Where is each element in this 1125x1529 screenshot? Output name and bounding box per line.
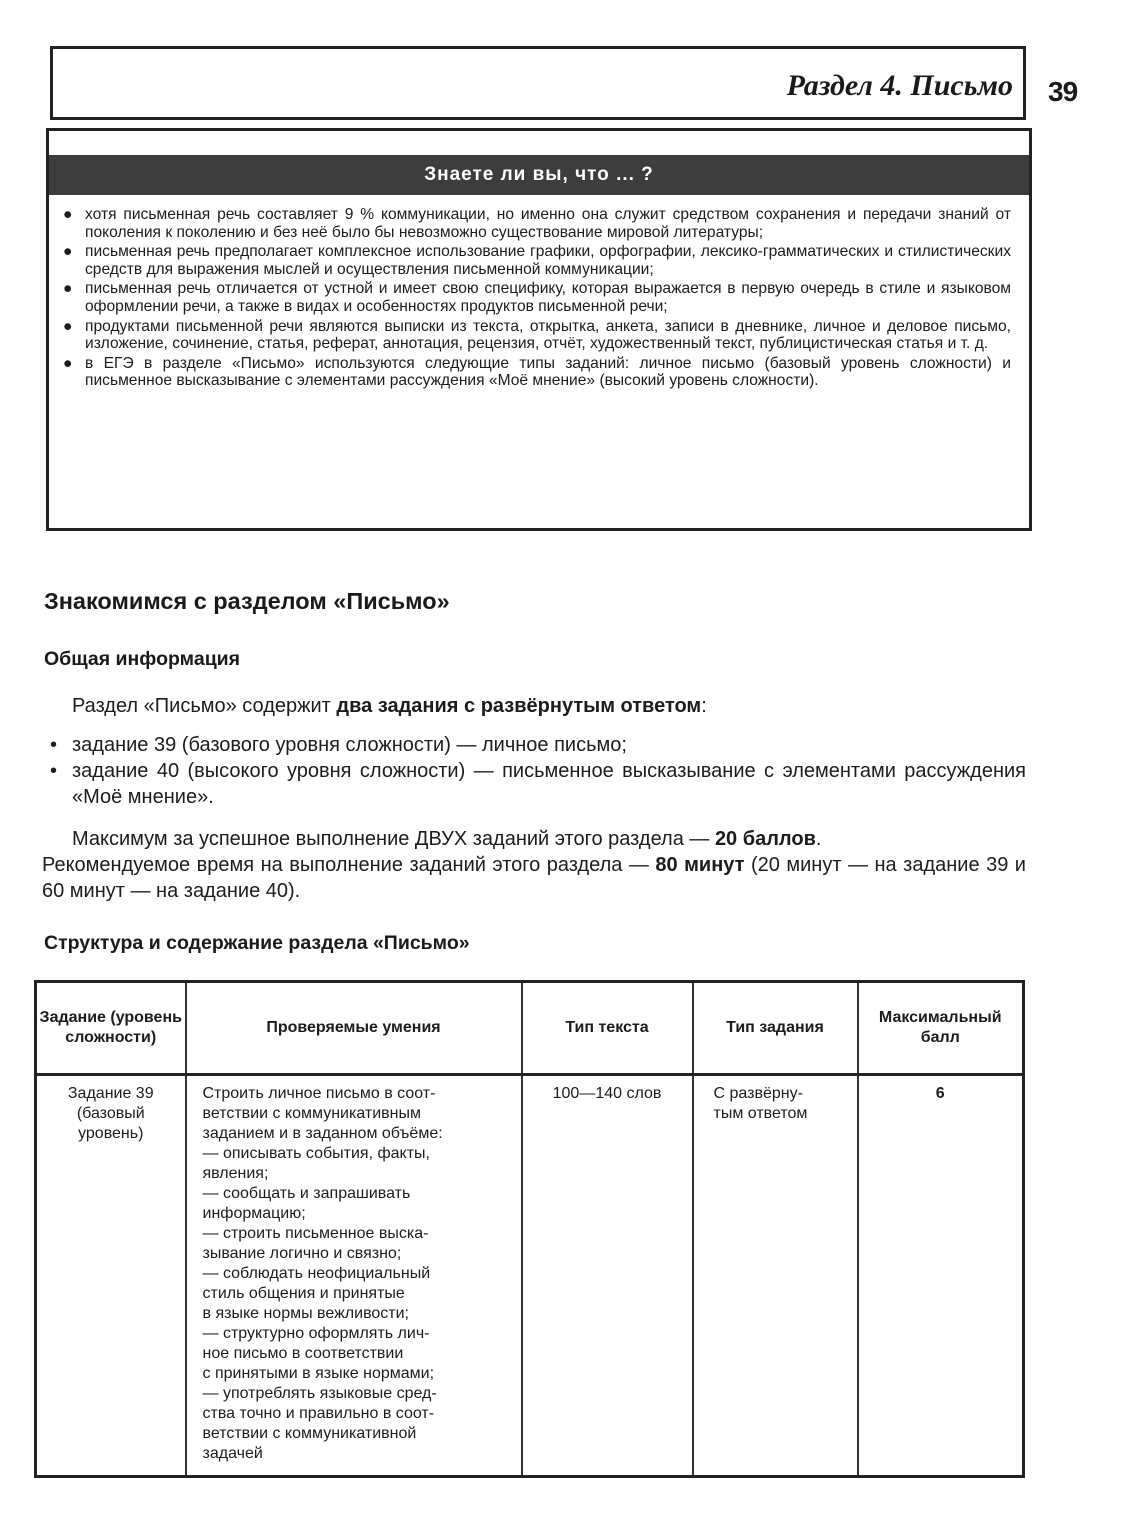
structure-heading: Структура и содержание раздела «Письмо»	[44, 932, 470, 954]
score-time-paragraph: Максимум за успешное выполнение ДВУХ заданий этого раздела — 20 баллов. Рекомендуемое время на выполнение заданий этого раздела — 80 минут (20 минут — на задание 39 и 60 минут — на задание 40).	[42, 828, 1026, 902]
general-info-heading: Общая информация	[44, 648, 241, 670]
structure-table	[34, 980, 1025, 1478]
list-item: • задание 40 (высокого уровня сложности) — письменное высказывание с элементами рассуждения «Моё мнение».	[50, 760, 1026, 808]
section-title: Раздел 4. Письмо	[786, 69, 1013, 102]
page-heading: Знакомимся с разделом «Письмо»	[44, 588, 450, 614]
table-header-max-score: Максимальный балл	[858, 982, 1024, 1075]
table-header-skills: Проверяемые умения	[186, 982, 522, 1075]
max-score-cell: 6	[858, 1075, 1024, 1477]
list-item: ● в ЕГЭ в разделе «Письмо» используются следующие типы заданий: личное письмо (базовый уровень сложности) и письменное высказывание с элементами рассуждения «Моё мнение» (высокий уровень сложности).	[63, 354, 1011, 390]
intro-paragraph: Раздел «Письмо» содержит два задания с развёрнутым ответом:	[72, 695, 707, 717]
table-header-task: Задание (уровень сложности)	[36, 982, 186, 1075]
bullet-icon: •	[50, 734, 58, 756]
did-you-know-title: Знаете ли вы, что ... ?	[49, 155, 1029, 195]
section-header-box	[50, 46, 1026, 120]
skills-cell: Строить личное письмо в соот- ветствии с коммуникативным заданием и в заданном объёме: — описывать события, факты, явления; — сообщать и запрашивать информацию; — строить письменное выска- зывание логично и связно; — соблюдать неофициальный стиль общения и принятые в языке нормы вежливости; — структурно оформлять лич- ное письмо в соответствии с принятыми в языке нормами; — употреблять языковые сред- ства точно и правильно в соот- ветствии с коммуникативной задачей	[186, 1075, 522, 1477]
page-number: 39	[1048, 76, 1078, 107]
table-header-row	[36, 982, 1024, 1075]
table-row	[36, 1075, 1024, 1477]
bullet-icon: ●	[63, 280, 73, 298]
list-item: ● письменная речь предполагает комплексное использование графики, орфографии, лексико-грамматических и стилистических средств для выражения мыслей и осуществления письменной коммуникации;	[63, 243, 1011, 278]
did-you-know-box	[46, 128, 1032, 531]
text-length-cell: 100—140 слов	[522, 1075, 693, 1477]
task-list	[42, 732, 1026, 810]
did-you-know-list	[59, 206, 1011, 392]
bullet-icon: ●	[63, 354, 73, 372]
task-type-cell: С развёрну- тым ответом	[693, 1075, 858, 1477]
bullet-icon: ●	[63, 206, 73, 223]
list-item: ● хотя письменная речь составляет 9 % коммуникации, но именно она служит средством сохранения и передачи знаний от поколения к поколению и без неё было бы невозможно существование мировой литературы;	[63, 206, 1011, 241]
list-item: • задание 39 (базового уровня сложности) — личное письмо;	[50, 734, 627, 756]
bullet-icon: ●	[63, 317, 73, 335]
list-item: ● письменная речь отличается от устной и имеет свою специфику, которая выражается в первую очередь в стиле и языковом оформлении речи, а также в видах и особенностях продуктов письменной речи;	[63, 280, 1011, 315]
table-header-task-type: Тип задания	[693, 982, 858, 1075]
task-cell: Задание 39 (базовый уровень)	[36, 1075, 186, 1477]
bullet-icon: •	[50, 760, 58, 782]
list-item: ● продуктами письменной речи являются выписки из текста, открытка, анкета, записи в дневнике, личное и деловое письмо, изложение, сочинение, статья, реферат, аннотация, рецензия, отчёт, художественный текст, публицистическая статья и т. д.	[63, 317, 1011, 353]
table-header-text-type: Тип текста	[522, 982, 693, 1075]
bullet-icon: ●	[63, 243, 73, 261]
